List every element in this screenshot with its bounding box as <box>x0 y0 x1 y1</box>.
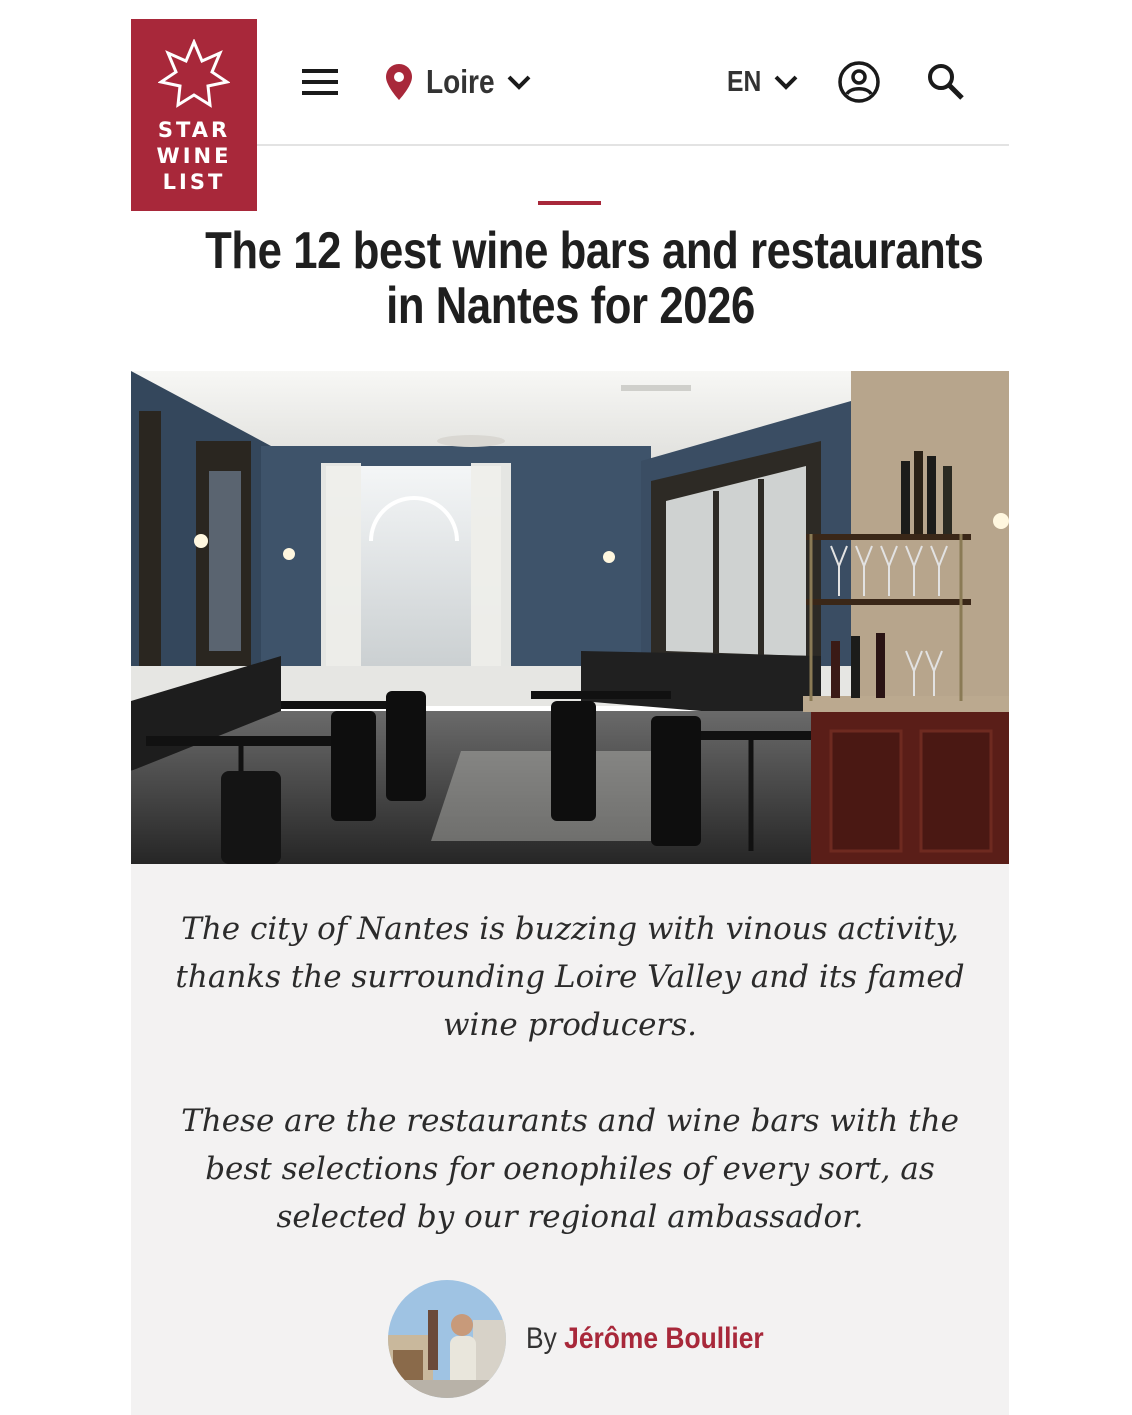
account-icon <box>837 60 881 104</box>
logo-line: STAR <box>157 118 231 142</box>
language-label: EN <box>727 65 762 98</box>
account-button[interactable] <box>837 60 881 109</box>
region-selector[interactable] <box>385 60 532 104</box>
by-label: By <box>526 1322 557 1355</box>
logo-line: WINE <box>156 144 232 168</box>
search-button[interactable] <box>925 61 965 106</box>
intro-line: selected by our regional ambassador. <box>276 1199 864 1235</box>
menu-button[interactable] <box>300 66 340 98</box>
byline-text <box>526 1322 764 1356</box>
article-intro <box>131 864 1009 1415</box>
language-selector[interactable] <box>727 60 799 104</box>
hero-image <box>131 371 1009 864</box>
intro-paragraph <box>171 905 969 1049</box>
title-line: in Nantes for 2026 <box>385 277 755 335</box>
intro-line: best selections for oenophiles of every sort, as <box>205 1151 935 1187</box>
star-logo-icon <box>158 39 230 111</box>
intro-line: thanks the surrounding Loire Valley and its famed <box>175 959 965 995</box>
intro-line: These are the restaurants and wine bars with the <box>181 1103 959 1139</box>
logo-wordmark <box>131 117 257 195</box>
intro-line: The city of Nantes is buzzing with vinous activity, <box>181 911 959 947</box>
star-wine-list-logo[interactable] <box>131 19 257 211</box>
article-title <box>131 224 1009 334</box>
title-accent-bar <box>538 201 601 205</box>
author-name-link[interactable]: Jérôme Boullier <box>564 1322 764 1355</box>
chevron-down-icon <box>773 73 799 91</box>
location-pin-icon <box>385 63 413 101</box>
search-icon <box>925 61 965 101</box>
author-byline <box>388 1280 796 1398</box>
menu-icon <box>300 66 340 98</box>
chevron-down-icon <box>506 73 532 91</box>
logo-line: LIST <box>162 170 226 194</box>
header-divider <box>257 144 1009 146</box>
author-avatar[interactable] <box>388 1280 506 1398</box>
title-line: The 12 best wine bars and restaurants <box>205 222 984 280</box>
region-label: Loire <box>426 63 495 100</box>
intro-line: wine producers. <box>442 1007 698 1043</box>
intro-paragraph <box>171 1097 969 1241</box>
